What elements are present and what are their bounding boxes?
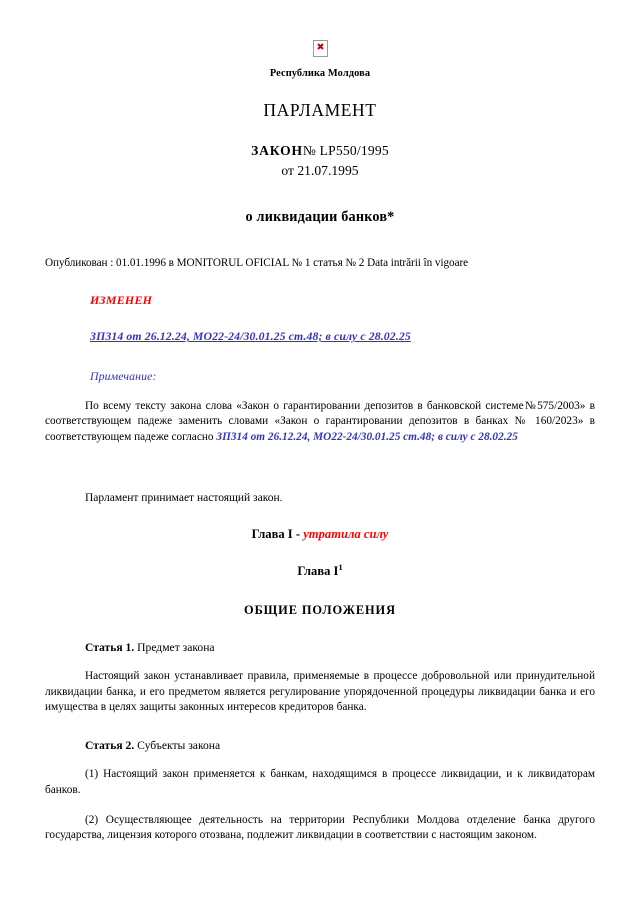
article-2-number: Статья 2.: [85, 739, 135, 753]
republic-name: Республика Молдова: [269, 68, 371, 79]
article-1-number: Статья 1.: [85, 641, 135, 655]
note-body: [45, 399, 595, 446]
article-1-title: Предмет закона: [134, 641, 215, 655]
chapter-1-separator: -: [292, 527, 304, 542]
amendment-reference-link[interactable]: ЗП314 от 26.12.24, МО22-24/30.01.25 ст.48; в силу с 28.02.25: [90, 329, 411, 344]
emblem-container: [45, 40, 595, 57]
publication-info: Опубликован : 01.01.1996 в MONITORUL OFICIAL № 1 статья № 2 Data intrării în vigoare: [45, 257, 469, 270]
chapter-2-label: Глава I: [297, 564, 339, 579]
article-2-paragraph-1: (1) Настоящий закон применяется к банкам, находящимся в процессе ликвидации, и к ликвидаторам банков.: [45, 768, 595, 796]
law-word: ЗАКОН: [251, 142, 303, 158]
chapter-heading-1: [45, 526, 595, 543]
law-number: № LP550/1995: [302, 142, 389, 158]
law-date: от 21.07.1995: [281, 162, 359, 178]
page-title: о ликвидации банков*: [245, 208, 395, 225]
article-2-title: Субъекты закона: [134, 739, 221, 753]
note-body-reference: ЗП314 от 26.12.24, МО22-24/30.01.25 ст.48; в силу с 28.02.25: [216, 430, 518, 443]
chapter-1-repealed-note: утратила силу: [303, 527, 389, 542]
law-number-line: [45, 142, 595, 160]
chapter-2-superscript: 1: [338, 562, 343, 572]
parliament-heading: ПАРЛАМЕНТ: [263, 99, 377, 120]
article-1-heading: [45, 640, 595, 655]
status-badge: ИЗМЕНЕН: [90, 293, 153, 308]
article-2-heading: [45, 738, 595, 753]
chapter-1-label: Глава I: [251, 527, 293, 542]
section-title: ОБЩИЕ ПОЛОЖЕНИЯ: [244, 602, 396, 617]
article-1-paragraph-1: Настоящий закон устанавливает правила, применяемые в процессе добровольной или принудительной ликвидации банка, и его предметом является регулирование упорядоченной процедуры ликвидации банка и его имущества в целях защиты законных интересов кредиторов банка.: [45, 670, 595, 714]
note-label: Примечание:: [90, 368, 157, 383]
intro-paragraph: Парламент принимает настоящий закон.: [85, 492, 283, 505]
note-body-text: По всему тексту закона слова «Закон о гарантировании депозитов в банковской системе№575/2003» в соответствующем падеже заменить словами «Закон о гарантировании депозитов в банках № 160/2023» в соответствующем падеже согласно: [45, 399, 595, 443]
chapter-heading-2: [45, 563, 595, 580]
article-2-paragraph-2: (2) Осуществляющее деятельность на территории Республики Молдова отделение банка другого государства, лицензия которого отозвана, подлежит ликвидации в соответствии с настоящим законом.: [45, 813, 595, 842]
broken-image-icon: [313, 40, 328, 57]
